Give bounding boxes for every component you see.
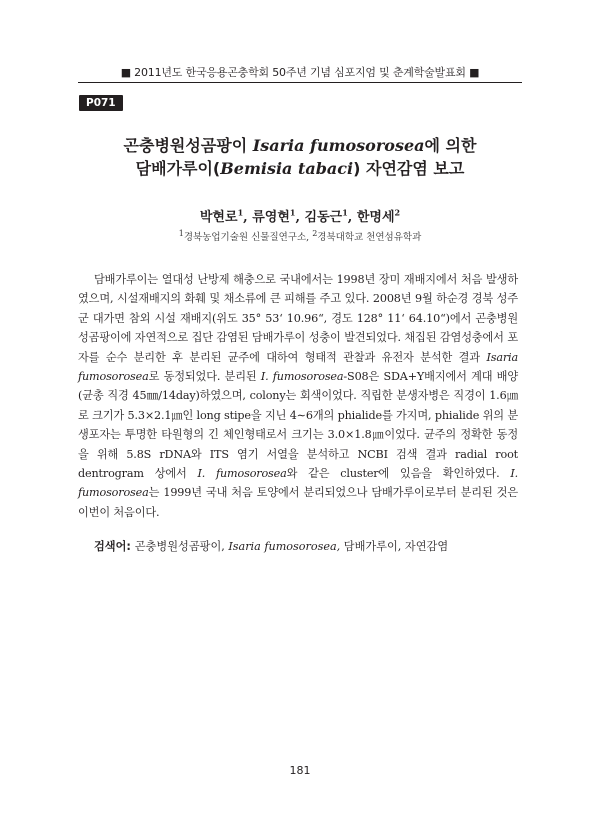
author: 박현로$^1$ xyxy=(199,207,244,225)
page-number: 181 xyxy=(289,764,311,777)
author: 류영현$^1$ xyxy=(252,207,296,225)
running-header: ■ 2011년도 한국응용곤충학회 50주년 기념 심포지엄 및 춘계학술발표회 ■ xyxy=(120,66,480,79)
paper-title xyxy=(78,134,522,180)
title-line-2: 담배가루이(Bemisia tabaci) 자연감염 보고 xyxy=(135,159,465,178)
title-line-1: 곤충병원성곰팡이 Isaria fumosorosea에 의한 xyxy=(123,136,477,155)
poster-id-badge: P071 xyxy=(79,95,123,111)
author: 김동근$^1$ xyxy=(304,207,348,225)
abstract-body xyxy=(78,270,518,522)
header-divider xyxy=(78,82,522,83)
author: 한명세$^2$ xyxy=(356,207,401,225)
keywords-label: 검색어: xyxy=(94,540,135,553)
keywords: 검색어: 곤충병원성곰팡이, Isaria fumosorosea, 담배가루이, 자연감염 xyxy=(94,540,449,553)
abstract-paragraph: 담배가루이는 열대성 난방제 해충으로 국내에서는 1998년 장미 재배지에서 처음 발생하였으며, 시설재배지의 화훼 및 채소류에 큰 피해를 주고 있다. 2008년 9월 하순경 경북 성주군 대가면 참외 시설 재배지(위도 35° 53‘ 10.96“, 경도 128° 11‘ 64.10“)에서 곤충병원성곰팡이에 자연적으로 집단 감염된 담배가루이 성충이 발견되었다. 채집된 감염성충에서 포자를 순수 분리한 후 분리된 균주에 대하여 형태적 관찰과 유전자 분석한 결과 Isaria fumosorosea로 동정되었다. 분리된 I. fumosorosea-S08은 SDA+Y배지에서 계대 배양(균총 직경 45㎜/14day)하였으며, colony는 회색이었다. 직립한 분생자병은 직경이 1.6㎛로 크기가 5.3×2.1㎛인 long stipe을 지닌 4∼6개의 phialide를 가지며, phialide 위의 분생포자는 투명한 타원형의 긴 체인형태로서 크기는 3.0×1.8㎛이었다. 균주의 정확한 동정을 위해 5.8S rDNA와 ITS 염기 서열을 분석하고 NCBI 검색 결과 radial root dentrogram 상에서 I. fumosorosea와 같은 cluster에 있음을 확인하였다. I. fumosorosea는 1999년 국내 처음 토양에서 분리되었으나 담배가루이로부터 분리된 것은 이번이 처음이다. xyxy=(78,273,519,519)
author-list: 박현로$^1$, 류영현$^1$, 김동근$^1$, 한명세$^2$ xyxy=(199,207,401,225)
affiliations: $^1$경북농업기술원 신물질연구소, $^2$경북대학교 천연섬유학과 xyxy=(178,229,422,244)
